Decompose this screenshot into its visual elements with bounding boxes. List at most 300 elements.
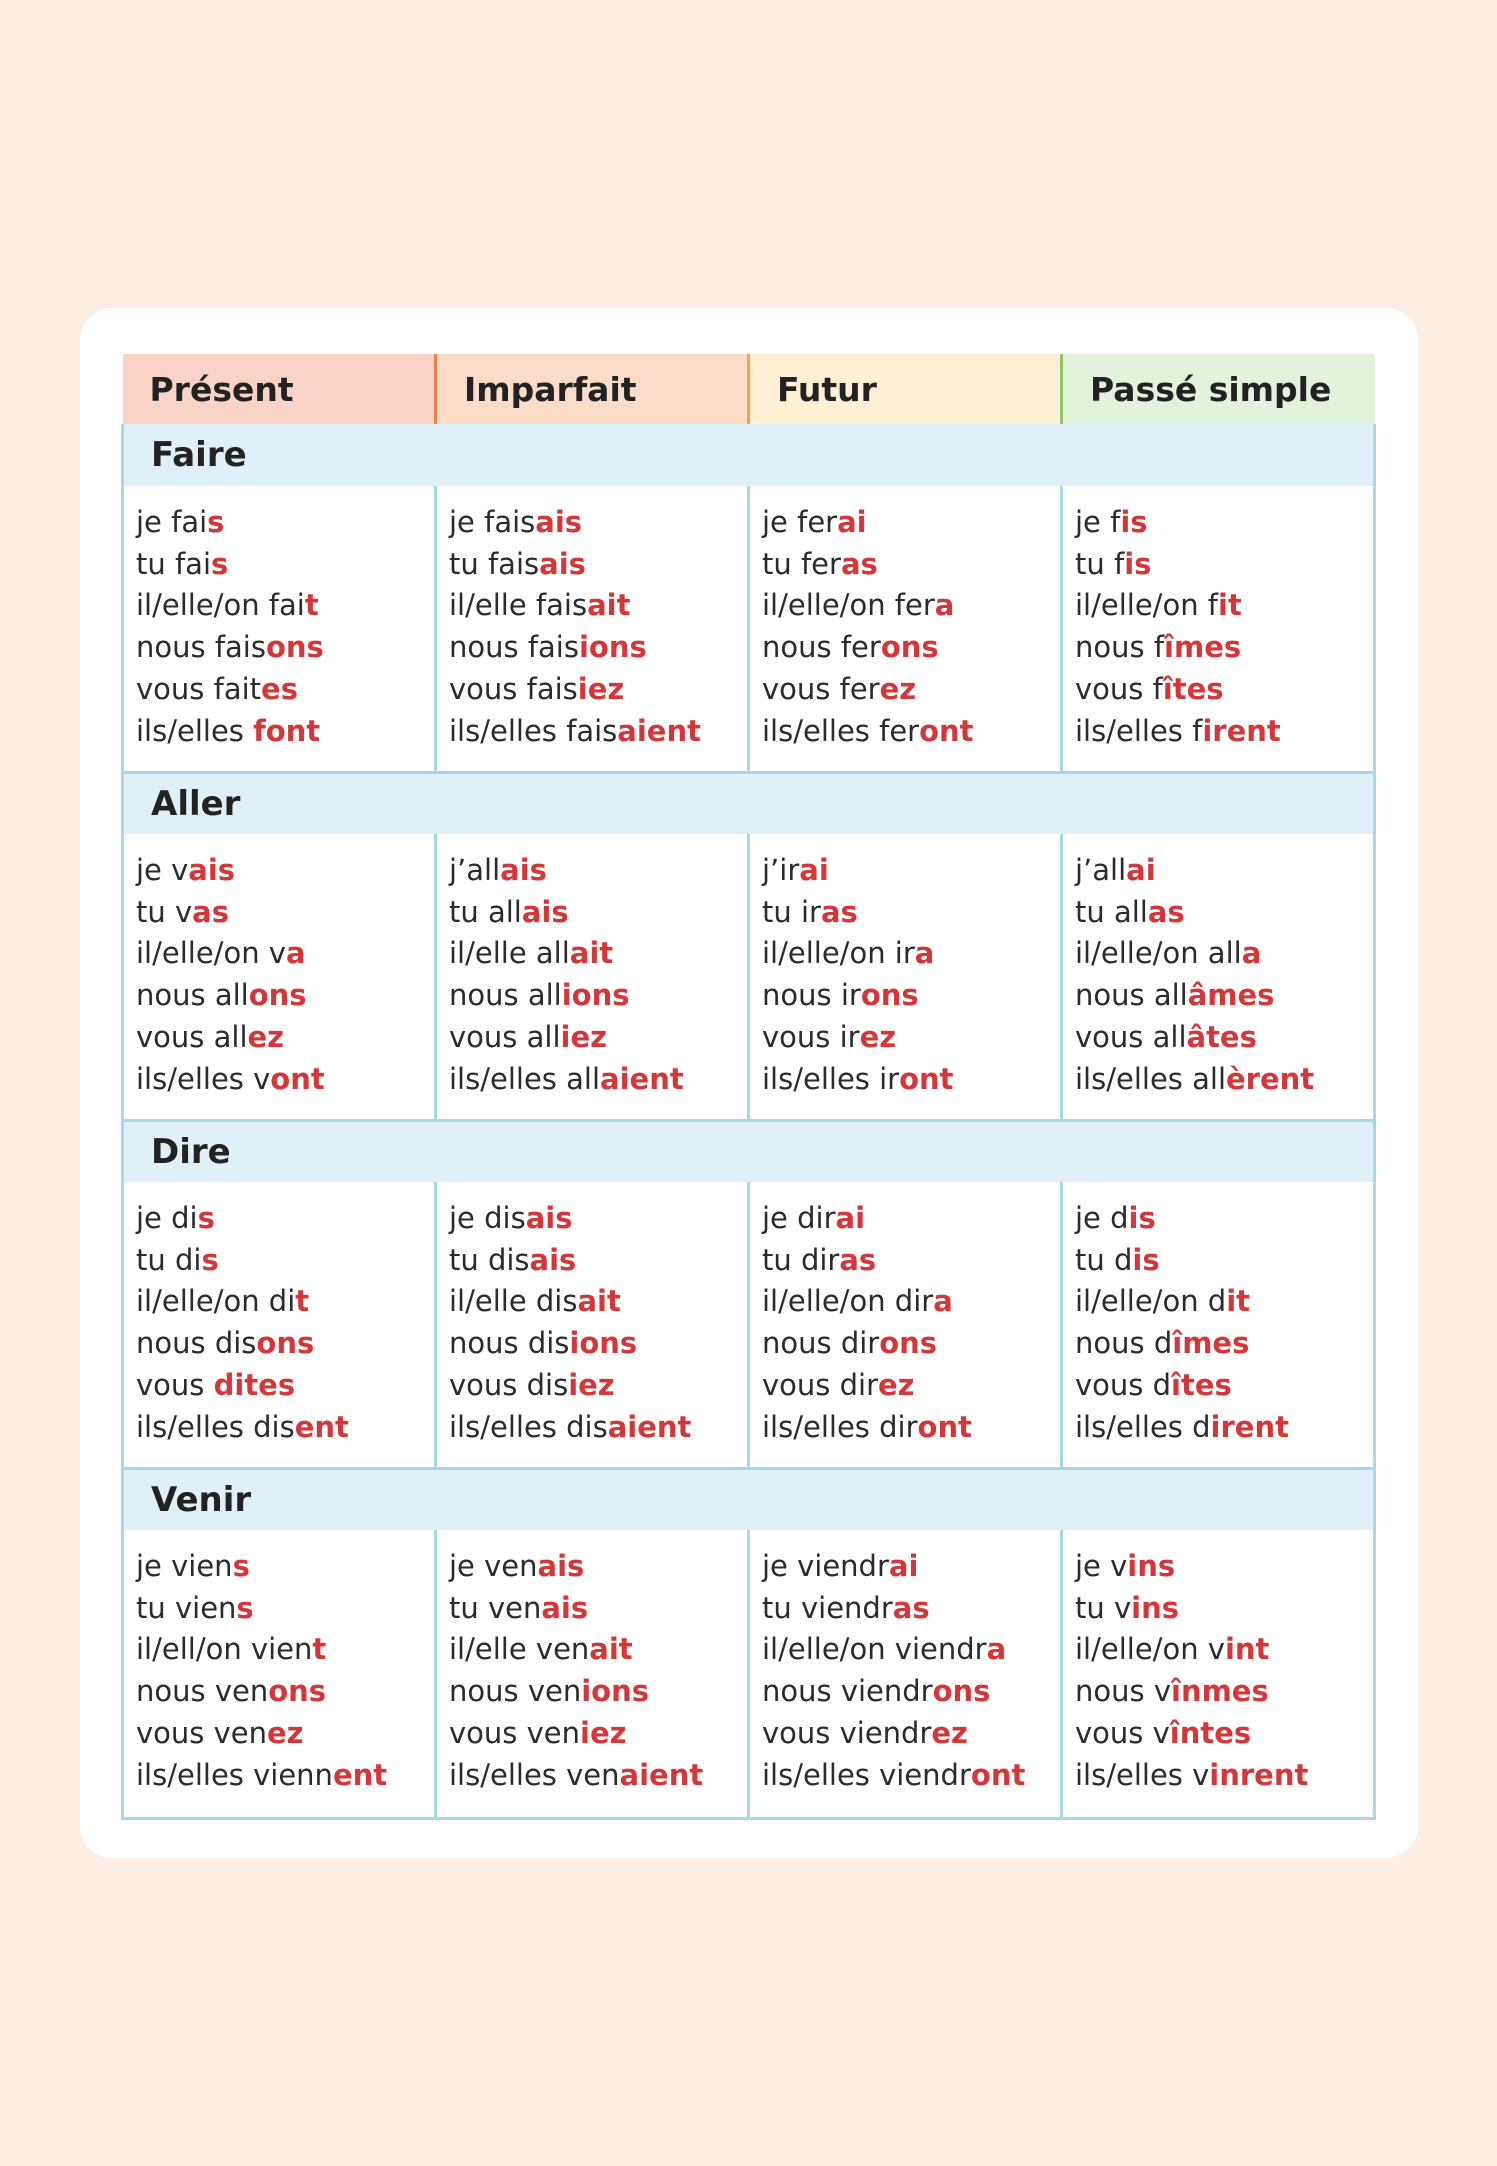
stem: je di — [136, 1201, 198, 1235]
ending: ai — [888, 1549, 919, 1583]
ending: ont — [919, 713, 974, 748]
ending: a — [1241, 936, 1262, 971]
ending: ez — [267, 1715, 304, 1750]
stem: il/elle dis — [449, 1284, 578, 1319]
conjugation-line — [449, 1323, 747, 1365]
ending: ais — [537, 1549, 585, 1583]
stem: ils/elles all — [1075, 1061, 1227, 1096]
stem: tu fai — [136, 546, 212, 581]
conjugation-line — [1075, 627, 1373, 669]
stem: j’all — [449, 853, 501, 887]
stem: nous v — [1075, 1674, 1171, 1709]
stem: tu dir — [762, 1242, 840, 1277]
stem: tu all — [449, 894, 522, 929]
verb-row-dire — [123, 1120, 1375, 1182]
stem: ils/elles d — [1075, 1409, 1211, 1444]
conjugation-line — [136, 502, 434, 544]
stem: vous viendr — [762, 1715, 932, 1750]
ending: a — [934, 588, 955, 623]
conjugation-line — [762, 1323, 1060, 1365]
ending: is — [1132, 1242, 1160, 1277]
ending: t — [304, 588, 319, 623]
ending: ais — [541, 1590, 589, 1625]
header-present: Présent — [123, 354, 436, 424]
stem: je v — [136, 853, 189, 887]
stem: je ven — [449, 1549, 538, 1583]
ending: ait — [577, 1284, 621, 1319]
stem: nous viendr — [762, 1674, 933, 1709]
stem: ils/elles fais — [449, 713, 618, 748]
ending: a — [285, 936, 306, 971]
conjugation-line — [136, 975, 434, 1017]
ending: ions — [561, 978, 630, 1013]
conjugation-line — [1075, 1546, 1373, 1588]
conjugation-line — [1075, 711, 1373, 753]
stem: tu di — [136, 1242, 202, 1277]
stem: tu v — [1075, 1590, 1132, 1625]
stem: tu f — [1075, 546, 1125, 581]
forms-row — [123, 1530, 1375, 1818]
ending: îmes — [1164, 630, 1242, 665]
stem: vous fer — [762, 671, 880, 706]
conjugation-line — [449, 1365, 747, 1407]
stem: ils/elles all — [449, 1061, 601, 1096]
conjugation-table — [121, 354, 1376, 1820]
conjugation-line — [449, 544, 747, 586]
stem: je d — [1075, 1201, 1129, 1235]
conjugation-line — [449, 1713, 747, 1755]
ending: dites — [213, 1367, 296, 1402]
verb-row-venir — [123, 1468, 1375, 1530]
stem: je vien — [136, 1549, 233, 1583]
ending: iez — [580, 1715, 627, 1750]
stem: il/elle/on ir — [762, 936, 915, 971]
forms-cell-futur — [749, 1530, 1062, 1818]
stem: il/elle/on v — [1075, 1632, 1225, 1667]
verb-row-aller — [123, 772, 1375, 834]
ending: ait — [589, 1632, 633, 1667]
conjugation-line — [762, 1713, 1060, 1755]
conjugation-line — [449, 1059, 747, 1101]
conjugation-line — [136, 1198, 434, 1240]
stem: je dis — [449, 1201, 526, 1235]
ending: ais — [539, 546, 586, 581]
stem: vous ven — [449, 1715, 580, 1750]
stem: il/elle/on di — [136, 1284, 296, 1319]
conjugation-line — [1075, 892, 1373, 934]
forms-cell-present — [123, 1530, 436, 1818]
stem: ils/elles v — [1075, 1757, 1210, 1792]
stem: vous all — [136, 1019, 248, 1054]
forms-cell-present — [123, 486, 436, 772]
stem: tu v — [136, 894, 193, 929]
conjugation-line — [449, 711, 747, 753]
ending: ez — [859, 1019, 897, 1054]
conjugation-line — [762, 585, 1060, 627]
ending: iez — [560, 1019, 607, 1054]
ending: as — [892, 1590, 930, 1625]
ending: âmes — [1187, 978, 1275, 1013]
conjugation-line — [1075, 1588, 1373, 1630]
ending: t — [312, 1632, 327, 1667]
conjugation-line — [136, 711, 434, 753]
ending: ais — [529, 1242, 577, 1277]
conjugation-line — [762, 1671, 1060, 1713]
forms-cell-futur — [749, 834, 1062, 1120]
forms-cell-present — [123, 834, 436, 1120]
ending: inrent — [1209, 1757, 1309, 1792]
conjugation-line — [136, 892, 434, 934]
stem: ils/elles vienn — [136, 1757, 333, 1792]
conjugation-line — [762, 1629, 1060, 1671]
forms-cell-passe-simple — [1062, 1530, 1375, 1818]
conjugation-line — [136, 1059, 434, 1101]
forms-cell-passe-simple — [1062, 834, 1375, 1120]
ending: ais — [521, 894, 569, 929]
ending: ons — [268, 1674, 327, 1709]
ending: as — [1147, 894, 1185, 929]
stem: ils/elles dis — [136, 1409, 295, 1444]
stem: nous all — [1075, 978, 1188, 1013]
conjugation-line — [449, 585, 747, 627]
stem: il/elle/on v — [136, 936, 286, 971]
conjugation-line — [762, 1588, 1060, 1630]
ending: ont — [917, 1409, 972, 1444]
ending: ais — [188, 853, 236, 887]
ending: as — [192, 894, 229, 929]
forms-cell-imparfait — [436, 1530, 749, 1818]
conjugation-line — [1075, 1713, 1373, 1755]
stem: je fais — [449, 505, 536, 539]
ending: ait — [587, 588, 631, 623]
stem: tu fer — [762, 546, 841, 581]
ending: es — [261, 671, 298, 706]
ending: iez — [577, 671, 625, 706]
conjugation-line — [1075, 1059, 1373, 1101]
ending: îtes — [1162, 671, 1224, 706]
stem: il/elle/on dir — [762, 1284, 934, 1319]
ending: ai — [837, 505, 867, 539]
stem: il/elle fais — [449, 588, 588, 623]
stem: nous dir — [762, 1326, 880, 1361]
stem: nous ven — [449, 1674, 582, 1709]
ending: s — [211, 546, 229, 581]
ending: ons — [860, 978, 919, 1013]
stem: j’all — [1075, 853, 1127, 887]
conjugation-line — [762, 850, 1060, 892]
ending: ez — [879, 671, 917, 706]
stem: ils/elles viendr — [762, 1757, 971, 1792]
conjugation-line — [136, 1755, 434, 1797]
stem: ils/elles dir — [762, 1409, 918, 1444]
ending: èrent — [1226, 1061, 1315, 1096]
ending: s — [232, 1549, 250, 1583]
stem: ils/elles f — [1075, 713, 1203, 748]
conjugation-line — [1075, 975, 1373, 1017]
conjugation-line — [136, 1017, 434, 1059]
conjugation-line — [762, 975, 1060, 1017]
forms-cell-imparfait — [436, 834, 749, 1120]
ending: ons — [256, 1326, 315, 1361]
stem: tu viendr — [762, 1590, 893, 1625]
forms-cell-futur — [749, 1182, 1062, 1468]
forms-cell-imparfait — [436, 486, 749, 772]
stem: il/elle/on fer — [762, 588, 935, 623]
stem: je fai — [136, 505, 208, 539]
conjugation-line — [762, 1755, 1060, 1797]
stem: vous all — [449, 1019, 561, 1054]
header-imparfait: Imparfait — [436, 354, 749, 424]
stem: il/ell/on vien — [136, 1632, 313, 1667]
stem: j’ir — [762, 853, 800, 887]
forms-row — [123, 1182, 1375, 1468]
conjugation-line — [1075, 1407, 1373, 1449]
stem: il/elle/on fai — [136, 588, 305, 623]
verb-title: Aller — [123, 772, 1375, 834]
conjugation-line — [762, 933, 1060, 975]
conjugation-line — [449, 933, 747, 975]
stem: ils/elles — [136, 713, 254, 748]
forms-cell-passe-simple — [1062, 1182, 1375, 1468]
ending: s — [201, 1242, 219, 1277]
ending: ons — [932, 1674, 991, 1709]
conjugation-line — [1075, 1629, 1373, 1671]
conjugation-line — [136, 933, 434, 975]
stem: il/elle/on all — [1075, 936, 1242, 971]
stem: ils/elles ven — [449, 1757, 620, 1792]
stem: vous d — [1075, 1367, 1172, 1402]
stem: ils/elles ir — [762, 1061, 900, 1096]
conjugation-line — [762, 711, 1060, 753]
forms-cell-imparfait — [436, 1182, 749, 1468]
ending: aient — [600, 1061, 684, 1096]
stem: tu d — [1075, 1242, 1133, 1277]
conjugation-line — [136, 1281, 434, 1323]
conjugation-line — [449, 892, 747, 934]
ending: font — [253, 713, 321, 748]
ending: îmes — [1172, 1326, 1250, 1361]
ending: ont — [899, 1061, 954, 1096]
ending: is — [1120, 505, 1148, 539]
conjugation-line — [449, 1588, 747, 1630]
ending: aient — [607, 1409, 692, 1444]
conjugation-line — [449, 1017, 747, 1059]
stem: ils/elles v — [136, 1061, 271, 1096]
conjugation-line — [449, 1407, 747, 1449]
conjugation-line — [136, 585, 434, 627]
conjugation-line — [136, 1240, 434, 1282]
ending: ez — [878, 1367, 915, 1402]
ending: ait — [569, 936, 614, 971]
conjugation-line — [449, 669, 747, 711]
stem: il/elle/on d — [1075, 1284, 1227, 1319]
ending: ont — [970, 1757, 1026, 1792]
ending: it — [1218, 588, 1242, 623]
stem: nous dis — [136, 1326, 257, 1361]
stem: vous ir — [762, 1019, 860, 1054]
conjugation-line — [762, 1546, 1060, 1588]
ending: ons — [879, 1326, 938, 1361]
ending: t — [295, 1284, 310, 1319]
verb-title: Venir — [123, 1468, 1375, 1530]
conjugation-line — [762, 1240, 1060, 1282]
conjugation-line — [1075, 1281, 1373, 1323]
stem: nous f — [1075, 630, 1165, 665]
ending: ins — [1127, 1549, 1176, 1583]
stem: vous f — [1075, 671, 1163, 706]
stem: vous — [136, 1367, 214, 1402]
ending: irent — [1202, 713, 1281, 748]
conjugation-line — [136, 1365, 434, 1407]
stem: tu fais — [449, 546, 540, 581]
ending: ins — [1131, 1590, 1179, 1625]
conjugation-line — [449, 627, 747, 669]
conjugation-line — [449, 1198, 747, 1240]
stem: ils/elles fer — [762, 713, 920, 748]
stem: vous fais — [449, 671, 578, 706]
ending: ons — [265, 630, 324, 665]
stem: tu dis — [449, 1242, 530, 1277]
stem: tu vien — [136, 1590, 237, 1625]
conjugation-line — [449, 1755, 747, 1797]
conjugation-line — [449, 1281, 747, 1323]
conjugation-line — [136, 850, 434, 892]
conjugation-line — [1075, 502, 1373, 544]
conjugation-line — [1075, 933, 1373, 975]
ending: întes — [1169, 1715, 1252, 1750]
stem: il/elle/on f — [1075, 588, 1219, 623]
stem: nous ir — [762, 978, 861, 1013]
forms-cell-present — [123, 1182, 436, 1468]
stem: je dir — [762, 1201, 836, 1235]
conjugation-line — [136, 1546, 434, 1588]
ending: aient — [619, 1757, 704, 1792]
ending: ais — [525, 1201, 573, 1235]
stem: nous all — [136, 978, 249, 1013]
ending: ez — [931, 1715, 968, 1750]
ending: irent — [1210, 1409, 1289, 1444]
ending: ions — [581, 1674, 649, 1709]
table-body — [123, 424, 1375, 1818]
stem: nous fais — [136, 630, 266, 665]
conjugation-line — [1075, 585, 1373, 627]
ending: ais — [535, 505, 583, 539]
stem: nous all — [449, 978, 562, 1013]
header-passe-simple: Passé simple — [1062, 354, 1375, 424]
stem: vous v — [1075, 1715, 1170, 1750]
forms-row — [123, 486, 1375, 772]
conjugation-line — [449, 502, 747, 544]
conjugation-line — [449, 1546, 747, 1588]
conjugation-line — [136, 1407, 434, 1449]
conjugation-line — [762, 1059, 1060, 1101]
conjugation-line — [1075, 669, 1373, 711]
conjugation-line — [762, 1365, 1060, 1407]
ending: is — [1124, 546, 1152, 581]
ending: a — [986, 1632, 1007, 1667]
stem: je viendr — [762, 1549, 889, 1583]
conjugation-line — [136, 1323, 434, 1365]
ending: ons — [880, 630, 939, 665]
forms-cell-futur — [749, 486, 1062, 772]
conjugation-line — [762, 627, 1060, 669]
stem: nous dis — [449, 1326, 570, 1361]
verb-title: Faire — [123, 424, 1375, 486]
conjugation-line — [762, 1017, 1060, 1059]
stem: vous fait — [136, 671, 262, 706]
conjugation-line — [449, 1629, 747, 1671]
ending: as — [839, 1242, 877, 1277]
ending: s — [236, 1590, 254, 1625]
ending: ions — [569, 1326, 638, 1361]
stem: vous dir — [762, 1367, 878, 1402]
ending: ent — [294, 1409, 349, 1444]
ending: aient — [617, 713, 701, 748]
tense-header-row — [123, 354, 1375, 424]
verb-row-faire — [123, 424, 1375, 486]
conjugation-line — [762, 502, 1060, 544]
conjugation-line — [136, 1588, 434, 1630]
conjugation-line — [136, 1671, 434, 1713]
ending: int — [1224, 1632, 1270, 1667]
forms-cell-passe-simple — [1062, 486, 1375, 772]
ending: it — [1226, 1284, 1251, 1319]
ending: ai — [835, 1201, 866, 1235]
conjugation-line — [762, 1198, 1060, 1240]
stem: ils/elles dis — [449, 1409, 608, 1444]
ending: ez — [247, 1019, 285, 1054]
ending: âtes — [1186, 1019, 1257, 1054]
ending: s — [197, 1201, 215, 1235]
conjugation-line — [449, 1671, 747, 1713]
ending: iez — [568, 1367, 615, 1402]
conjugation-line — [449, 975, 747, 1017]
stem: tu all — [1075, 894, 1148, 929]
stem: nous fer — [762, 630, 881, 665]
ending: îtes — [1171, 1367, 1232, 1402]
ending: ons — [248, 978, 307, 1013]
conjugation-line — [1075, 1755, 1373, 1797]
conjugation-line — [762, 892, 1060, 934]
stem: je f — [1075, 505, 1121, 539]
conjugation-line — [1075, 1671, 1373, 1713]
stem: vous dis — [449, 1367, 569, 1402]
conjugation-line — [1075, 1365, 1373, 1407]
ending: ais — [500, 853, 547, 887]
conjugation-line — [1075, 1323, 1373, 1365]
conjugation-line — [136, 1629, 434, 1671]
conjugation-line — [1075, 544, 1373, 586]
stem: je fer — [762, 505, 838, 539]
conjugation-line — [762, 1281, 1060, 1323]
conjugation-line — [1075, 1198, 1373, 1240]
ending: ai — [799, 853, 829, 887]
stem: nous fais — [449, 630, 579, 665]
ending: ai — [1126, 853, 1156, 887]
ending: as — [820, 894, 858, 929]
ending: s — [207, 505, 225, 539]
stem: il/elle/on viendr — [762, 1632, 987, 1667]
stem: je v — [1075, 1549, 1128, 1583]
stem: nous ven — [136, 1674, 269, 1709]
forms-row — [123, 834, 1375, 1120]
stem: vous ven — [136, 1715, 267, 1750]
conjugation-line — [1075, 1017, 1373, 1059]
ending: ent — [332, 1757, 388, 1792]
conjugation-line — [762, 1407, 1060, 1449]
ending: a — [933, 1284, 953, 1319]
verb-title: Dire — [123, 1120, 1375, 1182]
